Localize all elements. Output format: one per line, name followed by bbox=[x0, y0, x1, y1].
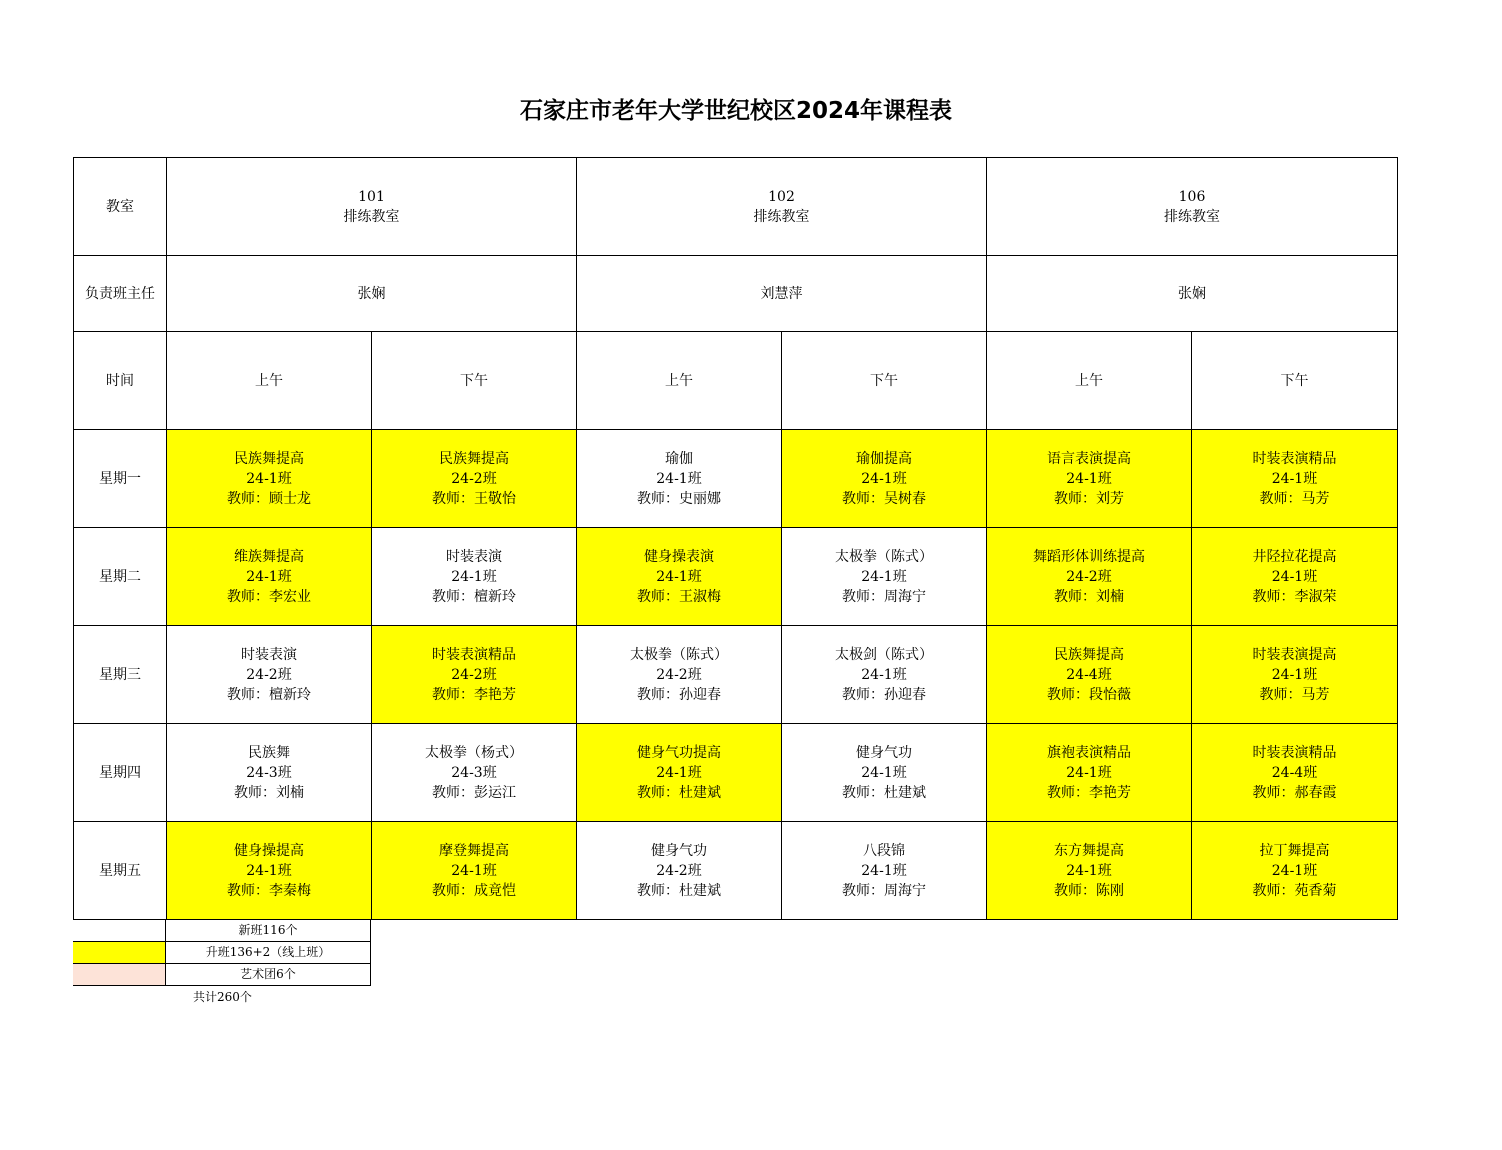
day-label: 星期二 bbox=[74, 528, 167, 626]
class-name: 24-2班 bbox=[1066, 568, 1112, 585]
course-cell bbox=[577, 822, 782, 920]
period-cell: 下午 bbox=[1192, 332, 1398, 430]
teacher-name: 教师：檀新玲 bbox=[432, 588, 516, 605]
room-101 bbox=[167, 158, 577, 256]
class-name: 24-1班 bbox=[1271, 666, 1318, 683]
teacher-name: 教师：刘楠 bbox=[234, 784, 304, 801]
course-cell bbox=[167, 528, 372, 626]
class-name: 24-1班 bbox=[451, 568, 497, 585]
class-name: 24-2班 bbox=[246, 666, 292, 683]
head-teacher-label: 负责班主任 bbox=[74, 256, 167, 332]
day-label: 星期一 bbox=[74, 430, 167, 528]
course-name: 民族舞 bbox=[248, 744, 290, 761]
room-102 bbox=[577, 158, 987, 256]
legend-text: 艺术团6个 bbox=[166, 964, 371, 986]
course-cell bbox=[987, 822, 1192, 920]
teacher-name: 教师：王敬怡 bbox=[432, 490, 516, 507]
teacher-name: 教师：周海宁 bbox=[842, 882, 926, 899]
total-count: 共计260个 bbox=[193, 990, 252, 1004]
class-name: 24-1班 bbox=[246, 568, 292, 585]
class-name: 24-2班 bbox=[451, 470, 497, 487]
teacher-name: 教师：杜建斌 bbox=[637, 784, 721, 801]
room-number: 101 bbox=[358, 188, 385, 205]
course-name: 时装表演精品 bbox=[1252, 744, 1337, 761]
day-row bbox=[74, 724, 1398, 822]
teacher-name: 教师：郝春霞 bbox=[1252, 784, 1337, 801]
room-row bbox=[74, 158, 1398, 256]
class-name: 24-3班 bbox=[451, 764, 497, 781]
head-teacher: 刘慧萍 bbox=[577, 256, 987, 332]
course-cell bbox=[577, 528, 782, 626]
teacher-name: 教师：李宏业 bbox=[227, 588, 311, 605]
period-cell: 上午 bbox=[577, 332, 782, 430]
course-name: 时装表演精品 bbox=[432, 646, 516, 663]
course-cell bbox=[1192, 822, 1398, 920]
class-name: 24-1班 bbox=[246, 862, 292, 879]
course-name: 健身操表演 bbox=[644, 548, 714, 565]
teacher-name: 教师：孙迎春 bbox=[842, 686, 926, 703]
course-cell bbox=[987, 724, 1192, 822]
course-cell bbox=[782, 626, 987, 724]
time-label: 时间 bbox=[74, 332, 167, 430]
period-cell: 上午 bbox=[167, 332, 372, 430]
period-row bbox=[74, 332, 1398, 430]
teacher-name: 教师：陈刚 bbox=[1054, 882, 1124, 899]
course-cell bbox=[577, 724, 782, 822]
teacher-name: 教师：杜建斌 bbox=[637, 882, 721, 899]
course-cell bbox=[1192, 430, 1398, 528]
course-cell bbox=[372, 528, 577, 626]
teacher-name: 教师：马芳 bbox=[1259, 490, 1330, 507]
day-label: 星期五 bbox=[74, 822, 167, 920]
course-cell bbox=[372, 822, 577, 920]
page-title: 石家庄市老年大学世纪校区2024年课程表 bbox=[519, 98, 952, 124]
teacher-name: 教师：顾士龙 bbox=[227, 490, 311, 507]
course-name: 舞蹈形体训练提高 bbox=[1033, 548, 1145, 565]
class-name: 24-1班 bbox=[1271, 470, 1318, 487]
class-name: 24-1班 bbox=[1066, 862, 1112, 879]
course-cell bbox=[372, 626, 577, 724]
class-name: 24-1班 bbox=[861, 862, 907, 879]
class-name: 24-1班 bbox=[861, 764, 907, 781]
class-name: 24-1班 bbox=[1271, 862, 1318, 879]
course-cell bbox=[167, 822, 372, 920]
room-name: 排练教室 bbox=[753, 208, 810, 225]
teacher-name: 教师：彭运江 bbox=[432, 784, 516, 801]
course-name: 时装表演提高 bbox=[1252, 646, 1337, 663]
period-cell: 下午 bbox=[782, 332, 987, 430]
course-name: 太极拳（杨式） bbox=[425, 744, 523, 761]
legend-row bbox=[73, 964, 371, 986]
schedule-table bbox=[73, 157, 1398, 920]
legend-table bbox=[73, 919, 371, 986]
teacher-name: 教师：成竟恺 bbox=[432, 882, 516, 899]
course-name: 八段锦 bbox=[863, 842, 905, 859]
class-name: 24-1班 bbox=[1066, 470, 1112, 487]
course-name: 东方舞提高 bbox=[1054, 842, 1124, 859]
teacher-name: 教师：王淑梅 bbox=[637, 588, 721, 605]
legend-swatch bbox=[73, 920, 166, 942]
class-name: 24-3班 bbox=[246, 764, 292, 781]
course-cell bbox=[782, 528, 987, 626]
course-cell bbox=[577, 430, 782, 528]
class-name: 24-2班 bbox=[656, 862, 702, 879]
class-name: 24-1班 bbox=[1271, 568, 1318, 585]
course-name: 拉丁舞提高 bbox=[1259, 842, 1330, 859]
class-name: 24-1班 bbox=[1066, 764, 1112, 781]
course-name: 健身气功提高 bbox=[637, 744, 721, 761]
course-name: 摩登舞提高 bbox=[439, 842, 509, 859]
room-number: 102 bbox=[768, 188, 795, 205]
legend-row bbox=[73, 942, 371, 964]
course-cell bbox=[167, 626, 372, 724]
course-cell bbox=[782, 724, 987, 822]
room-number: 106 bbox=[1178, 188, 1206, 205]
course-name: 健身操提高 bbox=[234, 842, 304, 859]
legend-text: 新班116个 bbox=[166, 920, 371, 942]
course-name: 健身气功 bbox=[856, 744, 912, 761]
day-row bbox=[74, 626, 1398, 724]
course-cell bbox=[167, 724, 372, 822]
course-name: 瑜伽提高 bbox=[856, 450, 912, 467]
room-name: 排练教室 bbox=[343, 208, 400, 225]
day-row bbox=[74, 430, 1398, 528]
course-cell bbox=[577, 626, 782, 724]
course-cell bbox=[782, 430, 987, 528]
course-name: 民族舞提高 bbox=[234, 450, 304, 467]
course-name: 太极拳（陈式） bbox=[835, 548, 933, 565]
teacher-name: 教师：史丽娜 bbox=[637, 490, 721, 507]
head-teacher-row bbox=[74, 256, 1398, 332]
course-name: 太极剑（陈式） bbox=[835, 646, 933, 663]
room-name: 排练教室 bbox=[1164, 208, 1220, 225]
course-name: 民族舞提高 bbox=[439, 450, 509, 467]
teacher-name: 教师：刘芳 bbox=[1054, 490, 1124, 507]
course-name: 维族舞提高 bbox=[234, 548, 304, 565]
course-name: 太极拳（陈式） bbox=[630, 646, 728, 663]
teacher-name: 教师：杜建斌 bbox=[842, 784, 926, 801]
day-row bbox=[74, 822, 1398, 920]
course-name: 时装表演 bbox=[241, 646, 297, 663]
class-name: 24-2班 bbox=[451, 666, 497, 683]
class-name: 24-2班 bbox=[656, 666, 702, 683]
class-name: 24-1班 bbox=[656, 764, 702, 781]
course-cell bbox=[987, 626, 1192, 724]
class-name: 24-1班 bbox=[861, 568, 907, 585]
course-cell bbox=[167, 430, 372, 528]
course-cell bbox=[372, 724, 577, 822]
legend-swatch bbox=[73, 964, 166, 986]
teacher-name: 教师：周海宁 bbox=[842, 588, 926, 605]
course-cell bbox=[1192, 528, 1398, 626]
head-teacher: 张娴 bbox=[167, 256, 577, 332]
course-cell bbox=[1192, 724, 1398, 822]
course-name: 旗袍表演精品 bbox=[1047, 744, 1131, 761]
teacher-name: 教师：刘楠 bbox=[1054, 588, 1124, 605]
teacher-name: 教师：檀新玲 bbox=[227, 686, 311, 703]
course-name: 民族舞提高 bbox=[1054, 646, 1124, 663]
course-name: 时装表演精品 bbox=[1252, 450, 1337, 467]
period-cell: 下午 bbox=[372, 332, 577, 430]
teacher-name: 教师：马芳 bbox=[1259, 686, 1330, 703]
teacher-name: 教师：孙迎春 bbox=[637, 686, 721, 703]
class-name: 24-1班 bbox=[861, 666, 907, 683]
course-name: 健身气功 bbox=[651, 842, 707, 859]
day-row bbox=[74, 528, 1398, 626]
room-label: 教室 bbox=[74, 158, 167, 256]
class-name: 24-1班 bbox=[861, 470, 907, 487]
course-name: 瑜伽 bbox=[665, 450, 693, 467]
course-cell bbox=[1192, 626, 1398, 724]
teacher-name: 教师：李秦梅 bbox=[227, 882, 311, 899]
course-name: 时装表演 bbox=[446, 548, 502, 565]
day-label: 星期三 bbox=[74, 626, 167, 724]
class-name: 24-4班 bbox=[1271, 764, 1318, 781]
course-cell bbox=[372, 430, 577, 528]
legend-text: 升班136+2（线上班） bbox=[166, 942, 371, 964]
teacher-name: 教师：李淑荣 bbox=[1252, 588, 1337, 605]
course-name: 井陉拉花提高 bbox=[1252, 548, 1337, 565]
class-name: 24-1班 bbox=[656, 568, 702, 585]
room-106 bbox=[987, 158, 1398, 256]
teacher-name: 教师：李艳芳 bbox=[1047, 784, 1131, 801]
teacher-name: 教师：苑香菊 bbox=[1252, 882, 1337, 899]
head-teacher: 张娴 bbox=[987, 256, 1398, 332]
course-name: 语言表演提高 bbox=[1047, 450, 1131, 467]
class-name: 24-1班 bbox=[656, 470, 702, 487]
legend-swatch bbox=[73, 942, 166, 964]
teacher-name: 教师：吴树春 bbox=[842, 490, 926, 507]
class-name: 24-4班 bbox=[1066, 666, 1112, 683]
course-cell bbox=[987, 528, 1192, 626]
teacher-name: 教师：段怡薇 bbox=[1047, 686, 1131, 703]
period-cell: 上午 bbox=[987, 332, 1192, 430]
teacher-name: 教师：李艳芳 bbox=[432, 686, 516, 703]
class-name: 24-1班 bbox=[451, 862, 497, 879]
day-label: 星期四 bbox=[74, 724, 167, 822]
legend-row bbox=[73, 920, 371, 942]
course-cell bbox=[782, 822, 987, 920]
class-name: 24-1班 bbox=[246, 470, 292, 487]
course-cell bbox=[987, 430, 1192, 528]
